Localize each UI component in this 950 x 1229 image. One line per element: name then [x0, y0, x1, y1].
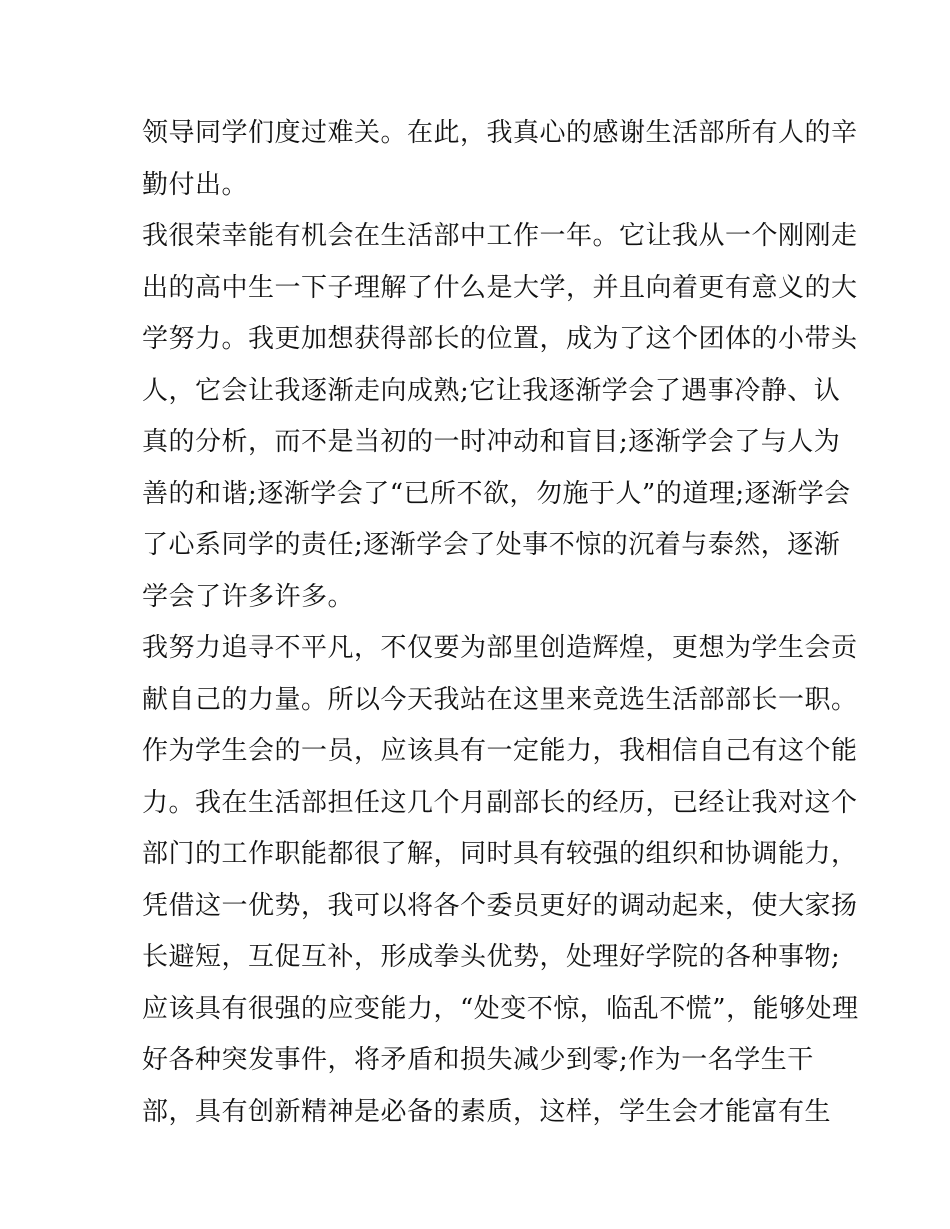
text-line: 作为学生会的一员，应该具有一定能力，我相信自己有这个能 — [142, 736, 858, 766]
text-line: 出的高中生一下子理解了什么是大学，并且向着更有意义的大 — [142, 272, 858, 303]
text-line: 献自己的力量。所以今天我站在这里来竞选生活部部长一职。 — [142, 684, 858, 715]
text-line: 真的分析，而不是当初的一时冲动和盲目;逐渐学会了与人为 — [142, 427, 841, 457]
text-line: 我努力追寻不平凡，不仅要为部里创造辉煌，更想为学生会贡 — [142, 633, 858, 663]
text-line: 力。我在生活部担任这几个月副部长的经历，已经让我对这个 — [142, 787, 858, 818]
text-line: 凭借这一优势，我可以将各个委员更好的调动起来，使大家扬 — [142, 890, 858, 921]
text-line: 了心系同学的责任;逐渐学会了处事不惊的沉着与泰然，逐渐 — [142, 530, 841, 560]
text-line: 部，具有创新精神是必备的素质，这样，学生会才能富有生 — [142, 1096, 832, 1127]
text-line: 善的和谐;逐渐学会了“已所不欲，勿施于人”的道理;逐渐学会 — [142, 478, 851, 509]
body-text — [142, 108, 859, 1138]
text-line: 我很荣幸能有机会在生活部中工作一年。它让我从一个刚刚走 — [142, 221, 858, 251]
text-line: 长避短，互促互补，形成拳头优势，处理好学院的各种事物; — [142, 942, 841, 972]
text-line: 学会了许多许多。 — [142, 581, 355, 612]
text-line: 好各种突发事件，将矛盾和损失减少到零;作为一名学生干 — [142, 1045, 814, 1075]
text-line: 部门的工作职能都很了解，同时具有较强的组织和协调能力， — [142, 839, 858, 869]
text-line: 学努力。我更加想获得部长的位置，成为了这个团体的小带头 — [142, 324, 858, 354]
text-line: 人，它会让我逐渐走向成熟;它让我逐渐学会了遇事冷静、认 — [142, 375, 841, 406]
text-line: 勤付出。 — [142, 169, 249, 200]
text-line: 应该具有很强的应变能力，“处变不惊，临乱不慌”，能够处理 — [142, 993, 859, 1024]
text-line: 领导同学们度过难关。在此，我真心的感谢生活部所有人的辛 — [142, 118, 858, 148]
